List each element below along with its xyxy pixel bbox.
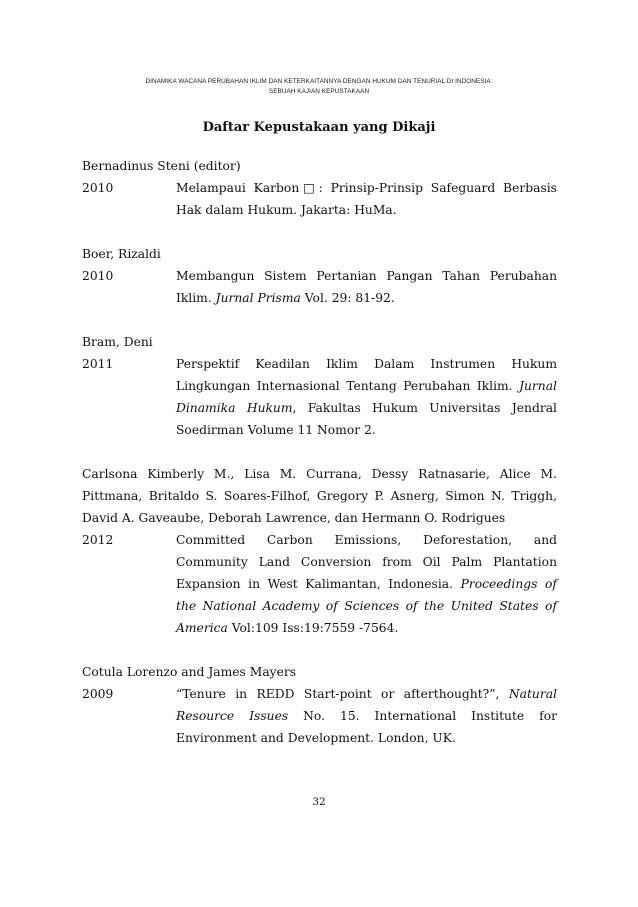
journal-title: Natural Resource Issues <box>176 687 557 723</box>
entry-year: 2010 <box>82 269 114 283</box>
entry-year: 2010 <box>82 181 114 195</box>
entry-row <box>82 683 557 749</box>
journal-title: Jurnal Dinamika Hukum <box>176 379 557 415</box>
running-header-line-1: DINAMIKA WACANA PERUBAHAN IKLIM DAN KETERKAITANNYA DENGAN HUKUM DAN TENURIAL DI INDONESIA: <box>145 78 493 85</box>
entry-year: 2011 <box>82 357 114 371</box>
entry-year: 2012 <box>82 533 114 547</box>
entry-reference <box>176 353 557 441</box>
bibliography-entry <box>82 155 557 221</box>
entry-reference <box>176 177 557 221</box>
reference-text: Membangun Sistem Pertanian Pangan Tahan Perubahan Iklim. <box>176 269 557 305</box>
bibliography-entry <box>82 661 557 749</box>
entry-year: 2009 <box>82 687 114 701</box>
reference-text: “Tenure in REDD Start-point or afterthought?”, <box>176 687 509 701</box>
reference-text: Perspektif Keadilan Iklim Dalam Instrumen Hukum Lingkungan Internasional Tentang Perubahan Iklim. <box>176 357 557 393</box>
entry-row <box>82 353 557 441</box>
bibliography-list <box>82 155 557 771</box>
reference-text: Melampaui Karbon□: Prinsip-Prinsip Safeguard Berbasis Hak dalam Hukum. Jakarta: HuMa. <box>176 181 557 217</box>
reference-text: , Fakultas Hukum Universitas Jendral Soedirman Volume 11 Nomor 2. <box>176 401 557 437</box>
entry-author: Boer, Rizaldi <box>82 247 161 261</box>
running-header <box>100 77 538 97</box>
reference-text: Vol. 29: 81-92. <box>300 291 395 305</box>
entry-row <box>82 529 557 639</box>
bibliography-entry <box>82 331 557 441</box>
journal-title: Jurnal Prisma <box>215 291 301 305</box>
reference-text: No. 15. International Institute for Environment and Development. London, UK. <box>176 709 557 745</box>
entry-author: Cotula Lorenzo and James Mayers <box>82 665 297 679</box>
reference-text: Vol:109 Iss:19:7559 -7564. <box>227 621 399 635</box>
entry-reference <box>176 265 557 309</box>
page-title: Daftar Kepustakaan yang Dikaji <box>202 120 436 135</box>
entry-row <box>82 177 557 221</box>
entry-reference <box>176 683 557 749</box>
entry-author: Carlsona Kimberly M., Lisa M. Currana, Dessy Ratnasarie, Alice M. Pittmana, Britaldo S. Soares-Filhof, Gregory P. Asnerg, Simon N. Triggh, David A. Gaveaube, Deborah Lawrence, dan Hermann O. Rodrigues <box>82 467 557 525</box>
entry-author: Bernadinus Steni (editor) <box>82 159 241 173</box>
running-header-line-2: SEBUAH KAJIAN KEPUSTAKAAN <box>268 88 370 95</box>
entry-author: Bram, Deni <box>82 335 153 349</box>
entry-row <box>82 265 557 309</box>
entry-reference <box>176 529 557 639</box>
bibliography-entry <box>82 463 557 639</box>
page-number: 32 <box>312 796 326 808</box>
journal-title: Proceedings of the National Academy of Sciences of the United States of America <box>176 577 557 635</box>
bibliography-entry <box>82 243 557 309</box>
reference-text: Committed Carbon Emissions, Deforestation, and Community Land Conversion from Oil Palm Plantation Expansion in West Kalimantan, Indonesia. <box>176 533 557 591</box>
